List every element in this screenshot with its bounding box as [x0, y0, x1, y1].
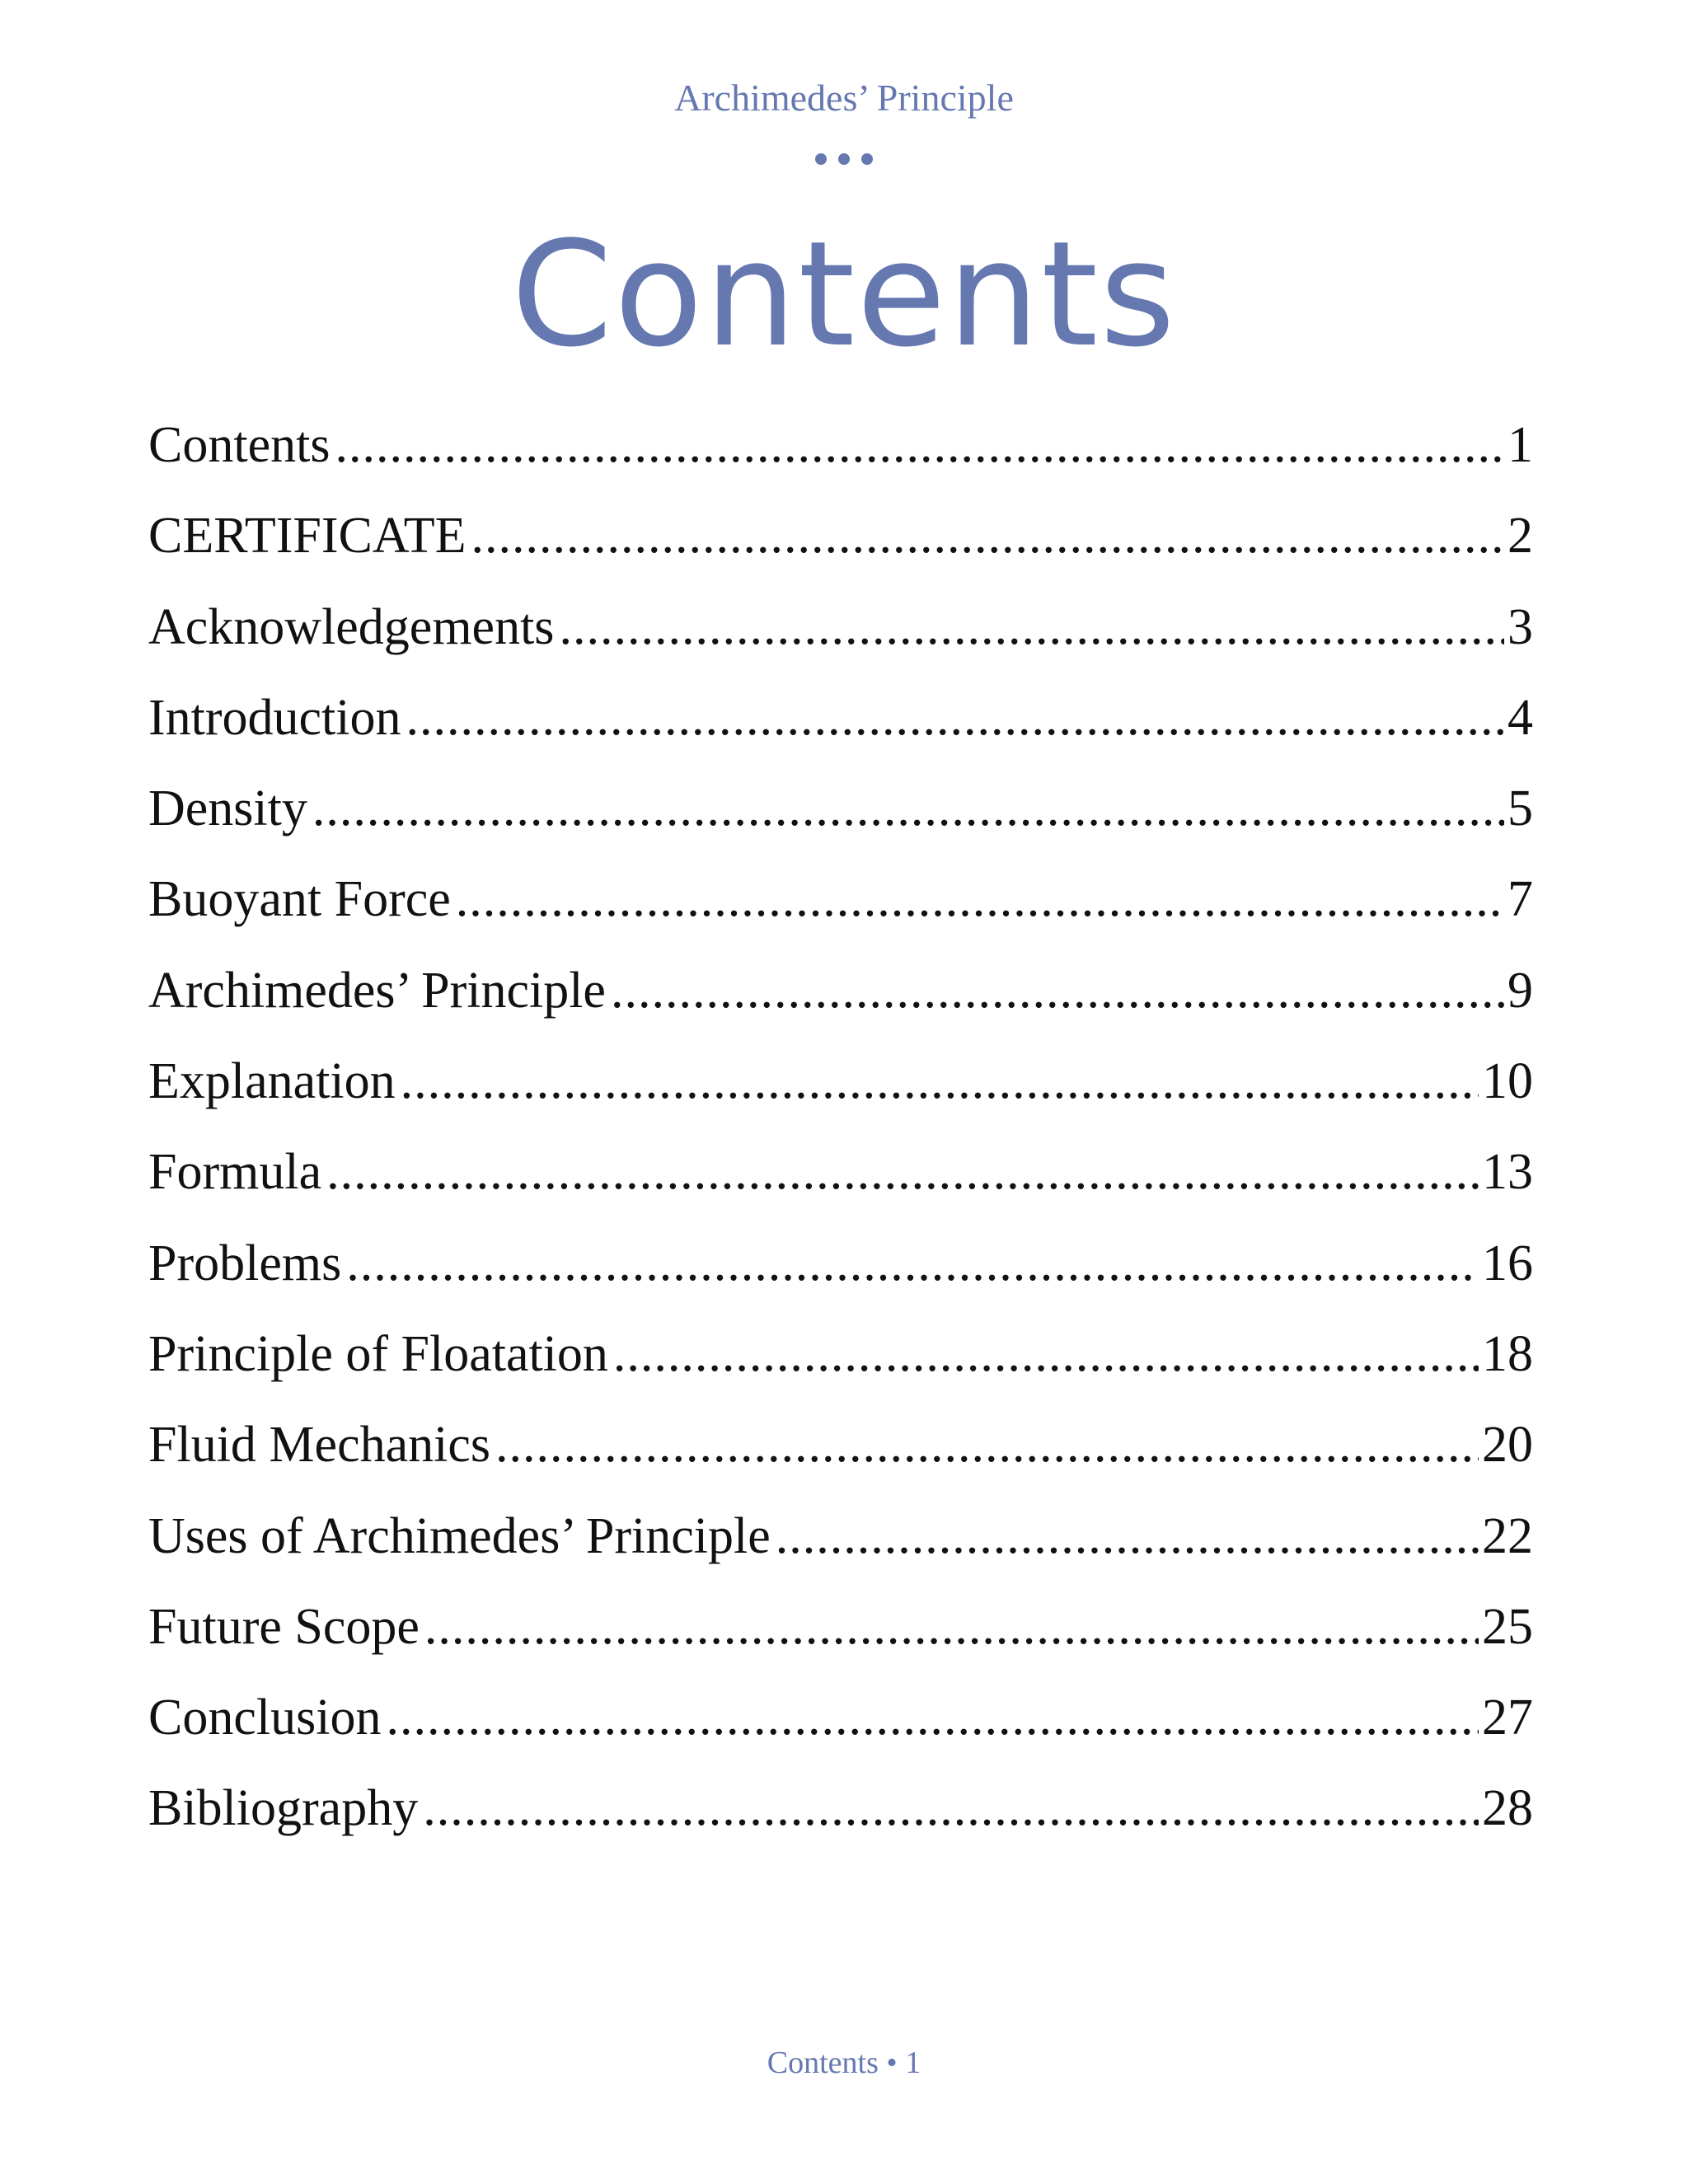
toc-entry-page-number: 16 [1482, 1235, 1533, 1291]
toc-entry-label: Density [148, 780, 307, 837]
toc-entry-label: Archimedes’ Principle [148, 962, 606, 1019]
ornament-dot [815, 153, 827, 165]
toc-entry-page-number: 27 [1482, 1690, 1533, 1746]
toc-entry-page-number: 28 [1482, 1780, 1533, 1837]
toc-dot-leader [423, 1779, 1479, 1838]
toc-entry[interactable] [148, 962, 1533, 1052]
toc-entry-label: Introduction [148, 689, 401, 746]
toc-entry[interactable] [148, 1325, 1533, 1416]
toc-entry[interactable] [148, 1779, 1533, 1870]
toc-entry-label: Fluid Mechanics [148, 1417, 490, 1474]
toc-dot-leader [471, 507, 1504, 565]
toc-entry-page-number: 25 [1482, 1598, 1533, 1655]
toc-entry[interactable] [148, 1143, 1533, 1234]
toc-entry-label: Uses of Archimedes’ Principle [148, 1507, 771, 1564]
toc-dot-leader [312, 780, 1504, 838]
toc-entry-page-number: 7 [1507, 871, 1533, 928]
toc-entry-page-number: 5 [1507, 780, 1533, 837]
toc-entry-page-number: 3 [1507, 598, 1533, 655]
toc-entry-page-number: 4 [1507, 689, 1533, 746]
toc-entry-label: Contents [148, 417, 331, 473]
toc-entry[interactable] [148, 1598, 1533, 1689]
toc-entry-label: Buoyant Force [148, 871, 451, 928]
toc-entry-page-number: 22 [1482, 1507, 1533, 1564]
toc-entry-label: Conclusion [148, 1690, 382, 1746]
toc-entry-label: Future Scope [148, 1598, 420, 1655]
toc-dot-leader [559, 598, 1504, 657]
toc-dot-leader [326, 1143, 1479, 1202]
toc-entry-page-number: 13 [1482, 1144, 1533, 1201]
toc-entry-label: CERTIFICATE [148, 508, 467, 565]
toc-entry-page-number: 1 [1507, 417, 1533, 473]
toc-entry-label: Problems [148, 1235, 342, 1291]
toc-entry-label: Explanation [148, 1053, 396, 1110]
toc-entry-page-number: 20 [1482, 1417, 1533, 1474]
toc-entry-page-number: 2 [1507, 508, 1533, 565]
toc-dot-leader [424, 1598, 1479, 1657]
toc-entry-page-number: 18 [1482, 1325, 1533, 1382]
page-title: Contents [511, 210, 1177, 379]
toc-entry[interactable] [148, 507, 1533, 598]
toc-dot-leader [401, 1052, 1479, 1111]
toc-entry[interactable] [148, 416, 1533, 507]
toc-entry-page-number: 9 [1507, 962, 1533, 1019]
toc-entry[interactable] [148, 689, 1533, 780]
toc-entry[interactable] [148, 780, 1533, 870]
toc-entry[interactable] [148, 870, 1533, 961]
table-of-contents [148, 416, 1533, 1871]
toc-dot-leader [456, 870, 1504, 929]
running-footer: Contents • 1 [767, 2046, 921, 2080]
toc-dot-leader [406, 689, 1505, 748]
toc-dot-leader [346, 1235, 1479, 1293]
toc-dot-leader [776, 1507, 1479, 1566]
ornament-dot [861, 153, 873, 165]
header-ornament-dots [0, 153, 1688, 165]
ornament-dot [838, 153, 850, 165]
toc-entry-label: Principle of Floatation [148, 1325, 608, 1382]
toc-entry[interactable] [148, 1416, 1533, 1507]
toc-dot-leader [613, 1325, 1479, 1384]
running-header: Archimedes’ Principle [674, 77, 1014, 119]
toc-entry[interactable] [148, 1689, 1533, 1779]
toc-entry-page-number: 10 [1482, 1053, 1533, 1110]
toc-entry[interactable] [148, 1507, 1533, 1598]
toc-entry[interactable] [148, 598, 1533, 689]
toc-entry[interactable] [148, 1235, 1533, 1325]
toc-entry[interactable] [148, 1052, 1533, 1143]
toc-dot-leader [495, 1416, 1479, 1474]
toc-dot-leader [611, 962, 1504, 1020]
toc-dot-leader [335, 416, 1504, 475]
toc-entry-label: Formula [148, 1144, 322, 1201]
toc-entry-label: Bibliography [148, 1780, 419, 1837]
toc-dot-leader [386, 1689, 1479, 1747]
toc-entry-label: Acknowledgements [148, 598, 555, 655]
